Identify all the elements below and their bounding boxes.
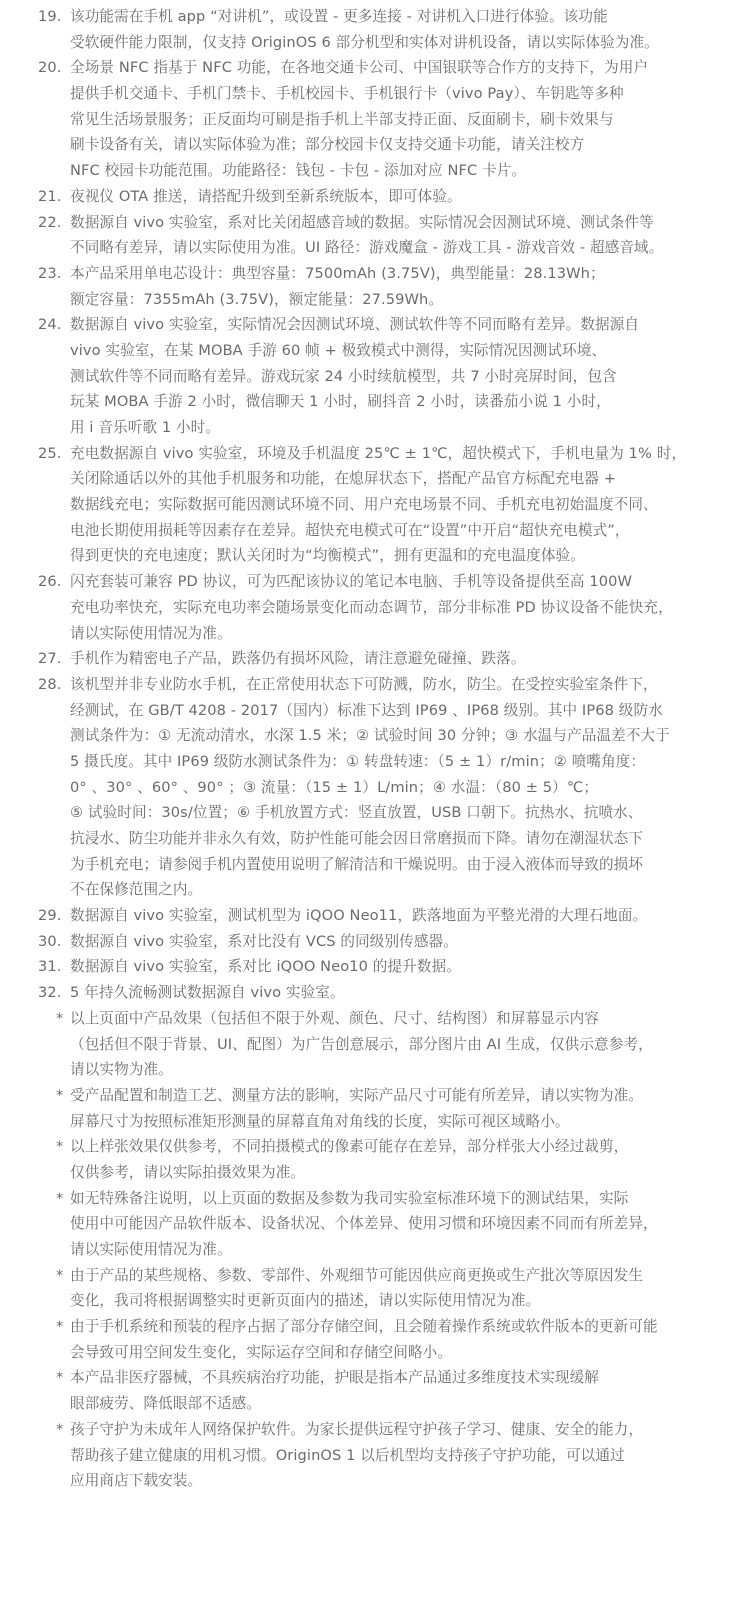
footnote-number	[38, 210, 70, 236]
text-line: 充电功率快充，实际充电功率会随场景变化而动态调节，部分非标准 PD 协议设备不能快充，	[70, 598, 673, 616]
text-line: 受软硬件能力限制，仅支持 OriginOS 6 部分机型和实体对讲机设备，请以实际体验为准。	[70, 33, 659, 51]
text-line: 测试软件等不同而略有差异。游戏玩家 24 小时续航模型，共 7 小时亮屏时间，包含	[70, 367, 617, 385]
text-line: 变化，我司将根据调整实时更新页面内的描述，请以实际使用情况为准。	[70, 1292, 541, 1310]
text-line: 会导致可用空间发生变化，实际运存空间和存储空间略小。	[70, 1343, 453, 1361]
text-line: 电池长期使用损耗等因素存在差异。超快充电模式可在“设置”中开启“超快充电模式”，	[70, 521, 630, 539]
text-line: 如无特殊备注说明，以上页面的数据及参数为我司实验室标准环境下的测试结果，实际	[70, 1189, 629, 1207]
text-line: 为手机充电；请参阅手机内置使用说明了解清洁和干燥说明。由于浸入液体而导致的损坏	[70, 855, 644, 873]
text-line: 屏幕尺寸为按照标准矩形测量的屏幕直角对角线的长度，实际可视区域略小。	[70, 1112, 570, 1130]
footnote-item	[0, 4, 750, 55]
footnote-item	[0, 672, 750, 903]
footnote-item	[0, 210, 750, 261]
footnote-number	[38, 441, 70, 467]
footnote-number	[38, 980, 70, 1006]
text-line: 该机型并非专业防水手机，在正常使用状态下可防溅，防水，防尘。在受控实验室条件下，	[70, 675, 658, 693]
numbered-footnote-list	[0, 4, 750, 1006]
footnote-number	[38, 261, 70, 287]
disclaimer-note	[0, 1186, 750, 1263]
text-line: 不在保修范围之内。	[70, 881, 203, 899]
note-asterisk	[56, 1263, 88, 1289]
number-marker: 27.	[38, 650, 62, 668]
text-line: 5 摄氏度。其中 IP69 级防水测试条件为：① 转盘转速：（5 ± 1）r/min；② 喷嘴角度：	[70, 752, 646, 770]
footnote-number	[38, 954, 70, 980]
note-asterisk	[56, 1417, 88, 1443]
number-marker: 29.	[38, 907, 62, 925]
text-line: 应用商店下载安装。	[70, 1472, 203, 1490]
text-line: NFC 校园卡功能范围。功能路径：钱包 - 卡包 - 添加对应 NFC 卡片。	[70, 162, 527, 180]
text-line: 由于产品的某些规格、参数、零部件、外观细节可能因供应商更换或生产批次等原因发生	[70, 1266, 644, 1284]
text-line: 数据线充电；实际数据可能因测试环境不同、用户充电场景不同、手机充电初始温度不同、	[70, 496, 658, 514]
disclaimer-note	[0, 1417, 750, 1494]
text-line: 得到更快的充电速度；默认关闭时为“均衡模式”，拥有更温和的充电温度体验。	[70, 547, 585, 565]
text-line: 玩某 MOBA 手游 2 小时，微信聊天 1 小时，刷抖音 2 小时，读番茄小说 1 小时，	[70, 393, 611, 411]
asterisk-marker: *	[56, 1009, 64, 1027]
text-line: 不同略有差异，请以实际使用为准。UI 路径：游戏魔盒 - 游戏工具 - 游戏音效 - 超感音域。	[70, 239, 664, 257]
footnote-item	[0, 569, 750, 646]
footnote-number	[38, 312, 70, 338]
text-line: 0° 、30° 、60° 、90° ；③ 流量：（15 ± 1）L/min；④ 水温：（80 ± 5）℃；	[70, 778, 599, 796]
footnote-number	[38, 929, 70, 955]
number-marker: 22.	[38, 213, 62, 231]
text-line: 受产品配置和制造工艺、测量方法的影响，实际产品尺寸可能有所差异，请以实物为准。	[70, 1086, 644, 1104]
text-line: 全场景 NFC 指基于 NFC 功能，在各地交通卡公司、中国银联等合作方的支持下，为用户	[70, 59, 649, 77]
text-line: 眼部疲劳、降低眼部不适感。	[70, 1395, 262, 1413]
disclaimer-note	[0, 1263, 750, 1314]
footnote-number	[38, 672, 70, 698]
asterisk-marker: *	[56, 1189, 64, 1207]
disclaimer-note	[0, 1314, 750, 1365]
text-line: 数据源自 vivo 实验室，系对比 iQOO Neo10 的提升数据。	[70, 958, 461, 976]
text-line: 经测试，在 GB/T 4208 - 2017（国内）标准下达到 IP69 、IP68 级别。其中 IP68 级防水	[70, 701, 663, 719]
footnote-item	[0, 312, 750, 440]
text-line: 本产品非医疗器械，不具疾病治疗功能，护眼是指本产品通过多维度技术实现缓解	[70, 1369, 599, 1387]
number-marker: 28.	[38, 675, 62, 693]
disclaimer-note	[0, 1134, 750, 1185]
asterisk-marker: *	[56, 1318, 64, 1336]
footnotes-document	[0, 4, 750, 1494]
footnote-number	[38, 55, 70, 81]
text-line: 手机作为精密电子产品，跌落仍有损坏风险，请注意避免碰撞、跌落。	[70, 650, 526, 668]
number-marker: 31.	[38, 958, 62, 976]
text-line: 充电数据源自 vivo 实验室，环境及手机温度 25℃ ± 1℃，超快模式下，手机电量为 1% 时，	[70, 444, 687, 462]
text-line: 使用中可能因产品软件版本、设备状况、个体差异、使用习惯和环境因素不同而有所差异，	[70, 1215, 658, 1233]
text-line: （包括但不限于背景、UI、配图）为广告创意展示，部分图片由 AI 生成，仅供示意参考，	[70, 1035, 653, 1053]
number-marker: 23.	[38, 264, 62, 282]
disclaimer-note	[0, 1365, 750, 1416]
disclaimer-note-list	[0, 1006, 750, 1494]
number-marker: 25.	[38, 444, 62, 462]
asterisk-marker: *	[56, 1138, 64, 1156]
text-line: 孩子守护为未成年人网络保护软件。为家长提供远程守护孩子学习、健康、安全的能力，	[70, 1420, 644, 1438]
text-line: 闪充套装可兼容 PD 协议，可为匹配该协议的笔记本电脑、手机等设备提供至高 100W	[70, 573, 633, 591]
text-line: 本产品采用单电芯设计：典型容量：7500mAh (3.75V)，典型能量：28.13Wh；	[70, 264, 605, 282]
text-line: 关闭除通话以外的其他手机服务和功能，在熄屏状态下，搭配产品官方标配充电器 +	[70, 470, 617, 488]
text-line: 测试条件为：① 无流动清水，水深 1.5 米；② 试验时间 30 分钟；③ 水温与产品温差不大于	[70, 727, 670, 745]
text-line: 请以实际使用情况为准。	[70, 624, 232, 642]
asterisk-marker: *	[56, 1266, 64, 1284]
text-line: 以上页面中产品效果（包括但不限于外观、颜色、尺寸、结构图）和屏幕显示内容	[70, 1009, 599, 1027]
text-line: vivo 实验室，在某 MOBA 手游 60 帧 + 极致模式中测得，实际情况因测试环境、	[70, 341, 607, 359]
text-line: 由于手机系统和预装的程序占据了部分存储空间，且会随着操作系统或软件版本的更新可能	[70, 1318, 658, 1336]
number-marker: 26.	[38, 573, 62, 591]
text-line: ⑤ 试验时间：30s/位置；⑥ 手机放置方式：竖直放置，USB 口朝下。抗热水、抗喷水、	[70, 804, 643, 822]
text-line: 数据源自 vivo 实验室，测试机型为 iQOO Neo11，跌落地面为平整光滑的大理石地面。	[70, 907, 648, 925]
number-marker: 20.	[38, 59, 62, 77]
footnote-number	[38, 184, 70, 210]
text-line: 5 年持久流畅测试数据源自 vivo 实验室。	[70, 984, 345, 1002]
text-line: 刷卡设备有关，请以实际体验为准；部分校园卡仅支持交通卡功能，请关注校方	[70, 136, 585, 154]
note-asterisk	[56, 1365, 88, 1391]
number-marker: 19.	[38, 8, 62, 25]
text-line: 请以实际使用情况为准。	[70, 1241, 232, 1258]
footnote-item	[0, 954, 750, 980]
number-marker: 30.	[38, 932, 62, 950]
footnote-item	[0, 980, 750, 1006]
footnote-number	[38, 646, 70, 672]
number-marker: 24.	[38, 316, 62, 334]
footnote-number	[38, 569, 70, 595]
text-line: 以上样张效果仅供参考，不同拍摄模式的像素可能存在差异，部分样张大小经过裁剪，	[70, 1138, 629, 1156]
footnote-item	[0, 903, 750, 929]
asterisk-marker: *	[56, 1369, 64, 1387]
text-line: 帮助孩子建立健康的用机习惯。OriginOS 1 以后机型均支持孩子守护功能，可以通过	[70, 1446, 625, 1464]
disclaimer-note	[0, 1006, 750, 1083]
text-line: 该功能需在手机 app “对讲机”，或设置 - 更多连接 - 对讲机入口进行体验。该功能	[70, 8, 608, 25]
text-line: 用 i 音乐听歌 1 小时。	[70, 419, 221, 436]
text-line: 数据源自 vivo 实验室，系对比没有 VCS 的同级别传感器。	[70, 932, 458, 950]
note-asterisk	[56, 1083, 88, 1109]
footnote-item	[0, 261, 750, 312]
disclaimer-note	[0, 1083, 750, 1134]
footnote-item	[0, 441, 750, 569]
text-line: 额定容量：7355mAh (3.75V)，额定能量：27.59Wh。	[70, 290, 444, 308]
asterisk-marker: *	[56, 1086, 64, 1104]
text-line: 仅供参考，请以实际拍摄效果为准。	[70, 1163, 306, 1181]
number-marker: 32.	[38, 984, 62, 1002]
number-marker: 21.	[38, 187, 62, 205]
text-line: 数据源自 vivo 实验室，实际情况会因测试环境、测试软件等不同而略有差异。数据源自	[70, 316, 640, 334]
text-line: 数据源自 vivo 实验室，系对比关闭超感音域的数据。实际情况会因测试环境、测试条件等	[70, 213, 654, 231]
text-line: 抗浸水、防尘功能并非永久有效，防护性能可能会因日常磨损而下降。请勿在潮湿状态下	[70, 830, 644, 847]
footnote-number	[38, 4, 70, 30]
footnote-item	[0, 184, 750, 210]
note-asterisk	[56, 1006, 88, 1032]
note-asterisk	[56, 1314, 88, 1340]
note-asterisk	[56, 1134, 88, 1160]
text-line: 常见生活场景服务；正反面均可刷是指手机上半部支持正面、反面刷卡，刷卡效果与	[70, 110, 614, 128]
text-line: 提供手机交通卡、手机门禁卡、手机校园卡、手机银行卡（vivo Pay）、车钥匙等多种	[70, 85, 624, 103]
text-line: 请以实物为准。	[70, 1061, 173, 1079]
text-line: 夜视仪 OTA 推送，请搭配升级到至新系统版本，即可体验。	[70, 187, 462, 205]
footnote-item	[0, 929, 750, 955]
footnote-number	[38, 903, 70, 929]
note-asterisk	[56, 1186, 88, 1212]
footnote-item	[0, 55, 750, 183]
asterisk-marker: *	[56, 1420, 64, 1438]
footnote-item	[0, 646, 750, 672]
